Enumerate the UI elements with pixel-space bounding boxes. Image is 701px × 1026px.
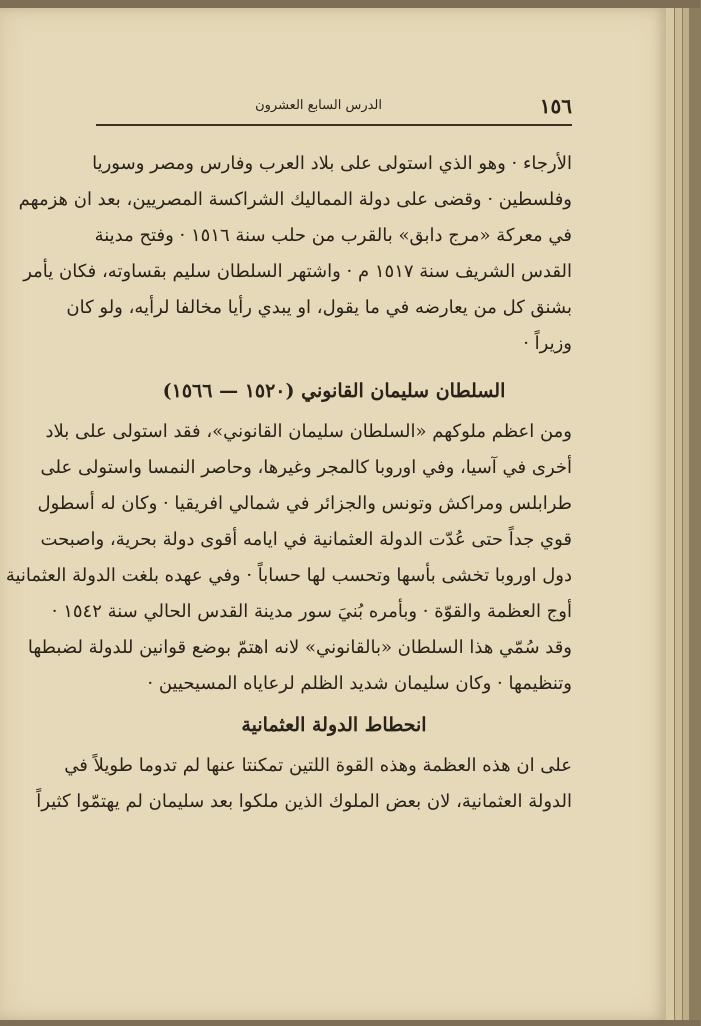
text-line: دول اوروبا تخشى بأسها وتحسب لها حساباً · وفي عهده بلغت الدولة العثمانية <box>5 565 572 586</box>
page-number: ١٥٦ <box>539 94 572 118</box>
text-line: على ان هذه العظمة وهذه القوة اللتين تمكنتا عنها لم تدوما طويلاً في <box>64 755 572 776</box>
paragraph-suleiman <box>5 414 572 702</box>
page-body <box>5 146 572 820</box>
text-line: قوي جداً حتى عُدّت الدولة العثمانية في ايامه أقوى دولة بحرية، واصبحت <box>40 529 572 550</box>
text-line: وفلسطين · وقضى على دولة المماليك الشراكسة المصريين، بعد ان هزمهم <box>18 189 572 210</box>
text-line: القدس الشريف سنة ١٥١٧ م · واشتهر السلطان سليم بقساوته، فكان يأمر <box>23 261 572 282</box>
text-line: أخرى في آسيا، وفي اوروبا كالمجر وغيرها، وحاصر النمسا واستولى على <box>40 457 572 478</box>
text-line: طرابلس ومراكش وتونس والجزائر في شمالي افريقيا · وكان له أسطول <box>37 493 572 514</box>
running-head-title: الدرس السابع العشرون <box>255 98 382 113</box>
text-line: أوج العظمة والقوّة · وبأمره بُنيَ سور مدينة القدس الحالي سنة ١٥٤٢ · <box>51 601 572 622</box>
running-head <box>96 94 572 126</box>
section-heading-suleiman: السلطان سليمان القانوني (١٥٢٠ — ١٥٦٦) <box>162 380 506 402</box>
book-cover-edge <box>689 8 701 1020</box>
section-heading-decline: انحطاط الدولة العثمانية <box>241 714 427 736</box>
paragraph-selim <box>18 146 572 362</box>
text-line: الدولة العثمانية، لان بعض الملوك الذين ملكوا بعد سليمان لم يهتمّوا كثيراً <box>36 791 572 812</box>
book-page <box>0 8 666 1020</box>
text-line: في معركة «مرج دابق» بالقرب من حلب سنة ١٥١٦ · وفتح مدينة <box>94 225 572 246</box>
text-line: بشنق كل من يعارضه في ما يقول، او يبدي رأيا مخالفا لرأيه، ولو كان <box>66 297 572 318</box>
text-line: الأرجاء · وهو الذي استولى على بلاد العرب وفارس ومصر وسوريا <box>92 153 572 174</box>
text-line: وقد سُمّي هذا السلطان «بالقانوني» لانه اهتمّ بوضع قوانين للدولة لضبطها <box>27 637 572 658</box>
paragraph-decline <box>36 748 572 820</box>
text-line: ومن اعظم ملوكهم «السلطان سليمان القانوني»، فقد استولى على بلاد <box>45 421 572 442</box>
text-line: وزيراً · <box>523 333 572 354</box>
text-line: وتنظيمها · وكان سليمان شديد الظلم لرعاياه المسيحيين · <box>147 673 572 694</box>
